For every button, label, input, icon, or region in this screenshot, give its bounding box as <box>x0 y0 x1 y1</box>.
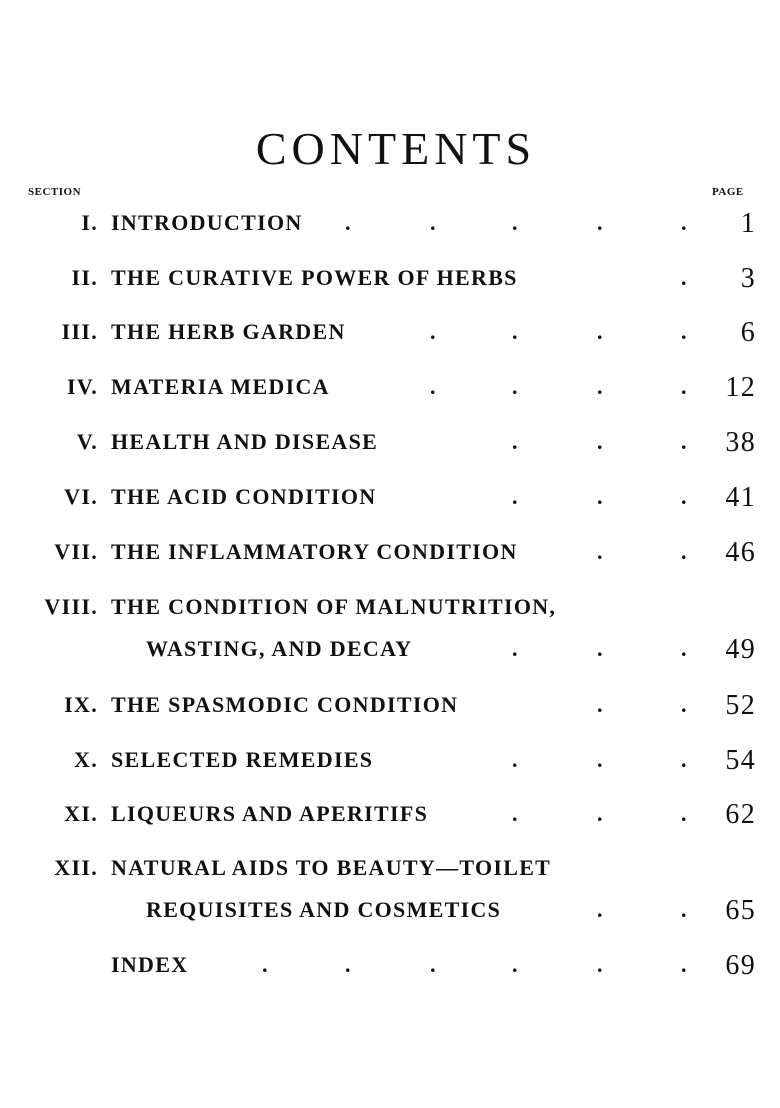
toc-entry <box>0 484 780 514</box>
page-number: 62 <box>725 799 756 830</box>
section-number: X. <box>74 747 98 772</box>
leader-dot: . <box>430 210 437 235</box>
entry-title: WASTING, AND DECAY <box>146 636 413 661</box>
toc-entry-continuation <box>0 897 780 927</box>
page-column-label: PAGE <box>712 186 744 198</box>
leader-dot: . <box>512 484 519 509</box>
leader-dot: . <box>681 747 688 772</box>
leader-dot: . <box>430 374 437 399</box>
page-number: 12 <box>725 372 756 403</box>
leader-dot: . <box>512 636 519 661</box>
entry-title: MATERIA MEDICA <box>111 374 330 399</box>
leader-dot: . <box>512 747 519 772</box>
entry-title: THE INFLAMMATORY CONDITION <box>111 539 518 564</box>
toc-entry <box>0 855 780 885</box>
entry-title: LIQUEURS AND APERITIFS <box>111 801 429 826</box>
entry-title: THE ACID CONDITION <box>111 484 377 509</box>
leader-dot: . <box>681 636 688 661</box>
leader-dot: . <box>681 265 688 290</box>
leader-dot: . <box>512 801 519 826</box>
page-number: 6 <box>740 317 756 348</box>
leader-dot: . <box>681 897 688 922</box>
leader-dot: . <box>597 210 604 235</box>
toc-entry <box>0 210 780 240</box>
section-number: II. <box>71 265 98 290</box>
leader-dot: . <box>597 692 604 717</box>
page-title: CONTENTS <box>255 123 537 174</box>
leader-dot: . <box>597 319 604 344</box>
leader-dot: . <box>597 801 604 826</box>
toc-entry <box>0 265 780 295</box>
toc-entry <box>0 692 780 722</box>
leader-dot: . <box>681 374 688 399</box>
leader-dot: . <box>597 952 604 977</box>
toc-entry-continuation <box>0 636 780 666</box>
leader-dot: . <box>681 692 688 717</box>
entry-title: HEALTH AND DISEASE <box>111 429 379 454</box>
page-number: 54 <box>725 745 756 776</box>
page-number: 65 <box>725 895 756 926</box>
leader-dot: . <box>597 429 604 454</box>
page-number: 69 <box>725 950 756 981</box>
entry-title: SELECTED REMEDIES <box>111 747 374 772</box>
leader-dot: . <box>345 952 352 977</box>
section-number: VIII. <box>44 594 98 619</box>
entry-title: NATURAL AIDS TO BEAUTY—TOILET <box>111 855 552 880</box>
entry-title: INDEX <box>111 952 189 977</box>
section-number: I. <box>81 210 98 235</box>
entry-title: THE SPASMODIC CONDITION <box>111 692 459 717</box>
leader-dot: . <box>512 319 519 344</box>
leader-dot: . <box>681 952 688 977</box>
section-number: III. <box>61 319 98 344</box>
entry-title: THE HERB GARDEN <box>111 319 346 344</box>
toc-entry <box>0 429 780 459</box>
leader-dot: . <box>430 319 437 344</box>
toc-entry <box>0 319 780 349</box>
entry-title: THE CURATIVE POWER OF HERBS <box>111 265 518 290</box>
leader-dot: . <box>681 539 688 564</box>
page-number: 38 <box>725 427 756 458</box>
section-number: IX. <box>64 692 98 717</box>
leader-dot: . <box>512 374 519 399</box>
entry-title: THE CONDITION OF MALNUTRITION, <box>111 594 557 619</box>
leader-dot: . <box>430 952 437 977</box>
leader-dot: . <box>512 429 519 454</box>
toc-entry <box>0 594 780 624</box>
leader-dot: . <box>345 210 352 235</box>
entry-title: INTRODUCTION <box>111 210 303 235</box>
page-number: 49 <box>725 634 756 665</box>
leader-dot: . <box>597 636 604 661</box>
leader-dot: . <box>681 210 688 235</box>
section-column-label: SECTION <box>28 186 82 198</box>
page-number: 3 <box>740 263 756 294</box>
section-number: VII. <box>54 539 98 564</box>
toc-entry <box>0 801 780 831</box>
toc-entry <box>0 952 780 982</box>
leader-dot: . <box>512 952 519 977</box>
leader-dot: . <box>597 747 604 772</box>
leader-dot: . <box>681 484 688 509</box>
leader-dot: . <box>597 484 604 509</box>
leader-dot: . <box>597 897 604 922</box>
entry-title: REQUISITES AND COSMETICS <box>146 897 502 922</box>
leader-dot: . <box>512 210 519 235</box>
page-number: 1 <box>740 208 756 239</box>
leader-dot: . <box>262 952 269 977</box>
section-number: XI. <box>64 801 98 826</box>
section-number: V. <box>76 429 98 454</box>
section-number: IV. <box>66 374 98 399</box>
leader-dot: . <box>597 374 604 399</box>
toc-entry <box>0 747 780 777</box>
toc-entry <box>0 539 780 569</box>
page-number: 46 <box>725 537 756 568</box>
page-number: 52 <box>725 690 756 721</box>
leader-dot: . <box>681 801 688 826</box>
leader-dot: . <box>681 319 688 344</box>
page-number: 41 <box>725 482 756 513</box>
leader-dot: . <box>597 539 604 564</box>
section-number: XII. <box>54 855 98 880</box>
toc-entry <box>0 374 780 404</box>
section-number: VI. <box>64 484 98 509</box>
leader-dot: . <box>681 429 688 454</box>
